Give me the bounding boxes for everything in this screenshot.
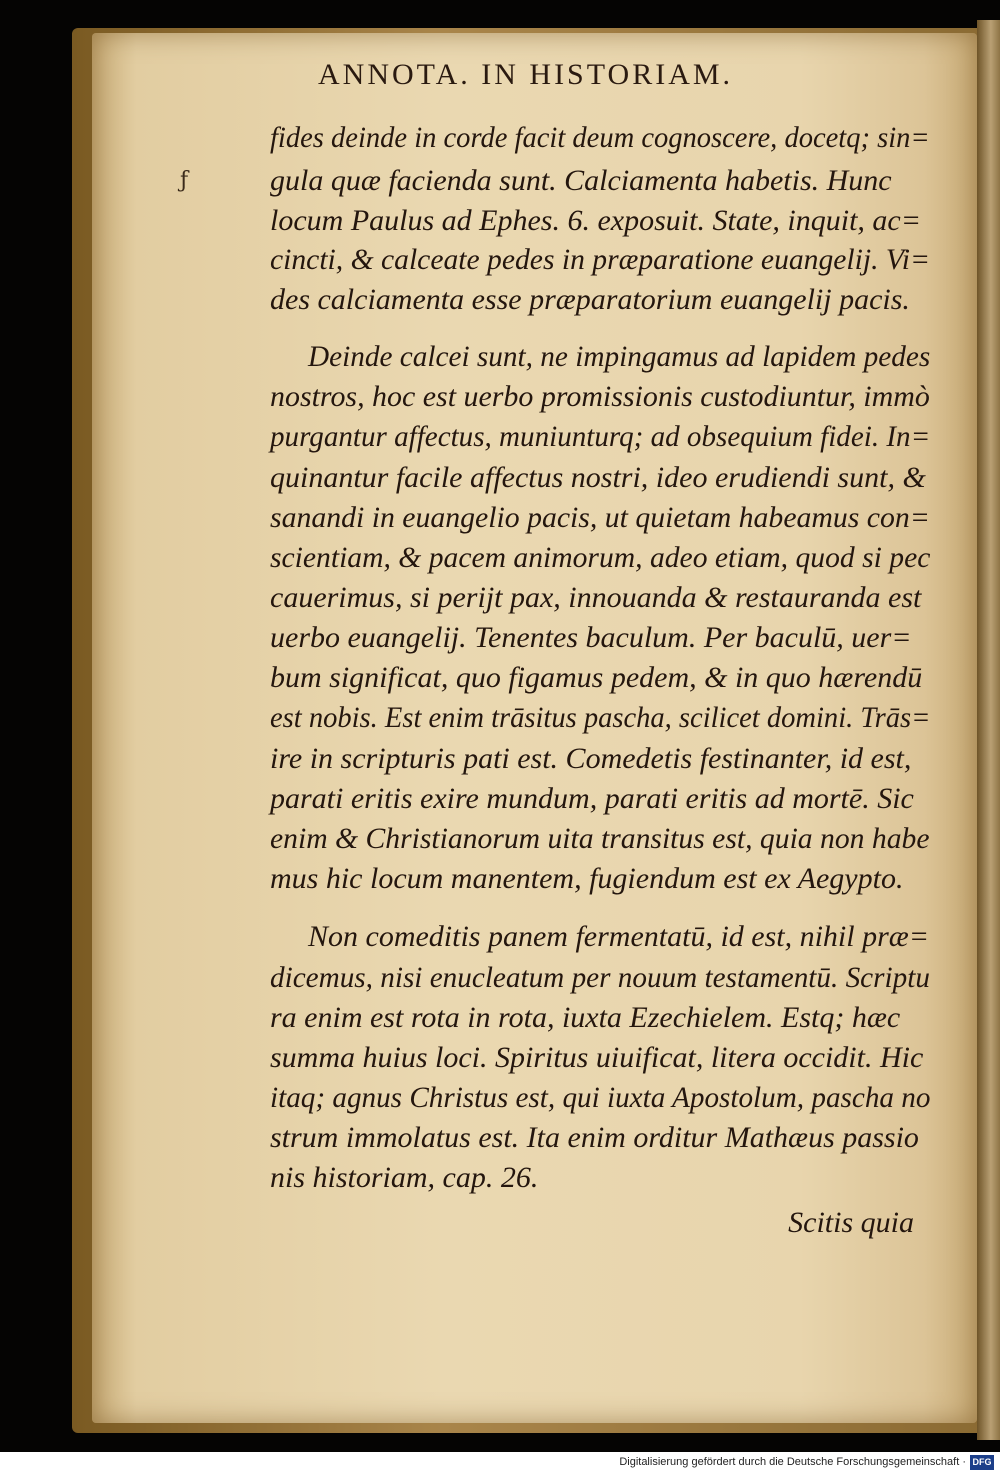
catchword: Scitis quia bbox=[788, 1206, 914, 1239]
text-line: bum significat, quo figamus pedem, & in quo hærendū bbox=[270, 661, 923, 694]
text-line: ire in scripturis pati est. Comedetis festinanter, id est, bbox=[270, 742, 912, 775]
margin-mark: ƒ bbox=[180, 168, 189, 193]
text-line: summa huius loci. Spiritus uiuificat, litera occidit. Hic bbox=[270, 1041, 924, 1074]
text-line: strum immolatus est. Ita enim orditur Mathæus passio bbox=[270, 1121, 919, 1154]
text-line: gula quæ facienda sunt. Calciamenta habetis. Hunc bbox=[270, 164, 892, 197]
text-line: uerbo euangelij. Tenentes baculum. Per baculū, uer= bbox=[270, 621, 912, 654]
text-line: itaq; agnus Christus est, qui iuxta Apostolum, pascha no bbox=[270, 1081, 931, 1114]
text-line: locum Paulus ad Ephes. 6. exposuit. State, inquit, ac= bbox=[270, 204, 921, 237]
text-line: scientiam, & pacem animorum, adeo etiam, quod si pec bbox=[270, 541, 931, 574]
text-line: cauerimus, si perijt pax, innouanda & restauranda est bbox=[270, 581, 922, 614]
text-line: fides deinde in corde facit deum cognoscere, docetq; sin= bbox=[270, 121, 930, 154]
text-line: purgantur affectus, muniunturq; ad obsequium fidei. In= bbox=[270, 420, 931, 453]
text-line: enim & Christianorum uita transitus est, quia non habe bbox=[270, 822, 930, 855]
dfg-logo: DFG bbox=[970, 1455, 994, 1470]
footer-bar bbox=[0, 1452, 1000, 1475]
text-line: nostros, hoc est uerbo promissionis custodiuntur, immò bbox=[270, 380, 930, 413]
page-gutter bbox=[977, 20, 1000, 1440]
running-header: ANNOTA. IN HISTORIAM. bbox=[318, 58, 734, 91]
text-line: nis historiam, cap. 26. bbox=[270, 1161, 539, 1194]
text-line: est nobis. Est enim trāsitus pascha, scilicet domini. Trās= bbox=[270, 701, 931, 734]
text-line: Deinde calcei sunt, ne impingamus ad lapidem pedes bbox=[308, 340, 931, 373]
text-line: dicemus, nisi enucleatum per nouum testamentū. Scriptu bbox=[270, 961, 930, 994]
text-line: cincti, & calceate pedes in præparatione euangelij. Vi= bbox=[270, 243, 931, 276]
text-line: quinantur facile affectus nostri, ideo erudiendi sunt, & bbox=[270, 461, 926, 494]
text-line: ra enim est rota in rota, iuxta Ezechielem. Estq; hæc bbox=[270, 1001, 901, 1034]
text-line: des calciamenta esse præparatorium euangelij pacis. bbox=[270, 283, 910, 316]
text-line: Non comeditis panem fermentatū, id est, nihil præ= bbox=[308, 920, 930, 953]
text-line: mus hic locum manentem, fugiendum est ex Aegypto. bbox=[270, 862, 904, 895]
text-line: sanandi in euangelio pacis, ut quietam habeamus con= bbox=[270, 501, 930, 534]
text-line: parati eritis exire mundum, parati eritis ad mortē. Sic bbox=[270, 782, 914, 815]
funding-notice: Digitalisierung gefördert durch die Deutsche Forschungsgemeinschaft · bbox=[619, 1456, 966, 1468]
